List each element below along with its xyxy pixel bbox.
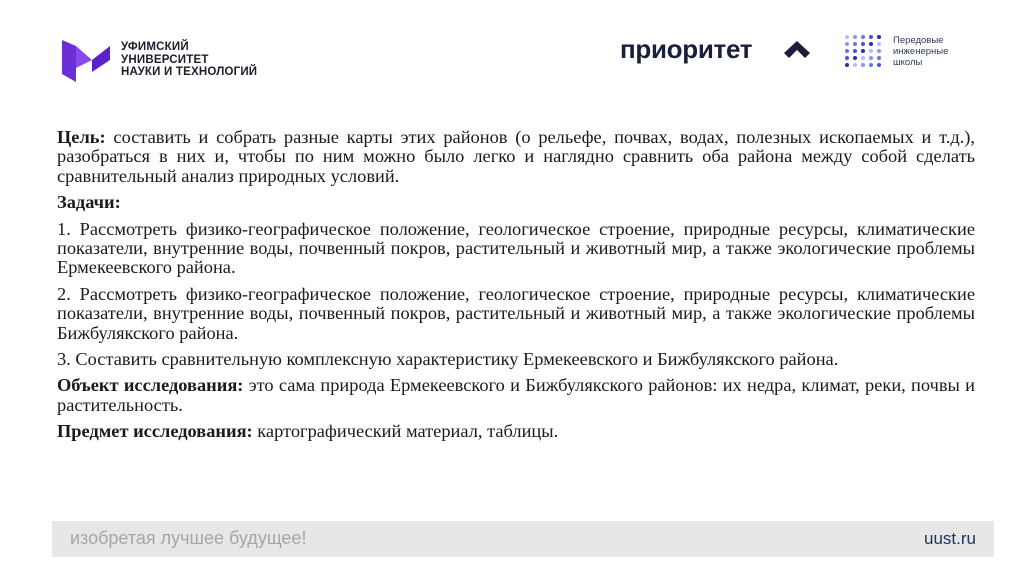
dot-grid-dot xyxy=(853,49,857,53)
dot-grid-dot xyxy=(845,63,849,67)
object-paragraph xyxy=(57,376,975,415)
priority-logo-text: приоритет xyxy=(620,34,753,64)
dot-grid-dot xyxy=(853,56,857,60)
subject-text: картографический материал, таблицы. xyxy=(252,421,559,442)
object-label: Объект исследования: xyxy=(57,375,244,396)
goal-paragraph xyxy=(57,128,975,186)
uust-logo-icon xyxy=(62,38,110,82)
goal-text: составить и собрать разные карты этих районов (о рельефе, почвах, водах, полезных ископаемых и т.д.), разобраться в них и, чтобы по ним можно было легко и наглядно сравнить оба района между собой сделать сравнительный анализ природных условий. xyxy=(57,127,975,186)
footer-slogan: изобретая лучшее будущее! xyxy=(70,528,307,548)
dot-grid-dot xyxy=(861,56,865,60)
university-name xyxy=(121,41,257,79)
university-name-line: УФИМСКИЙ xyxy=(121,41,189,53)
dot-grid-dot xyxy=(869,56,873,60)
dot-grid-dot xyxy=(877,42,881,46)
dot-grid-dot xyxy=(877,63,881,67)
pis-line: школы xyxy=(893,57,923,68)
dot-grid-dot xyxy=(861,49,865,53)
dot-grid-dot xyxy=(845,56,849,60)
priority-roof-icon xyxy=(784,41,810,59)
pis-line: инженерные xyxy=(893,46,949,57)
task-item: 2. Рассмотреть физико-географическое положение, геологическое строение, природные ресурсы, климатические показатели, внутренние воды, почвенный покров, растительный и животный мир, а также экологические проблемы Бижбулякского района. xyxy=(57,283,975,343)
pis-line: Передовые xyxy=(893,35,944,46)
dot-grid-dot xyxy=(853,42,857,46)
university-name-line: НАУКИ И ТЕХНОЛОГИЙ xyxy=(121,66,258,78)
footer-site-link[interactable]: uust.ru xyxy=(924,529,976,548)
dot-grid-dot xyxy=(853,63,857,67)
dot-grid-icon xyxy=(843,33,883,69)
dot-grid-dot xyxy=(869,35,873,39)
pis-logo-text xyxy=(893,35,948,68)
dot-grid-dot xyxy=(877,49,881,53)
dot-grid-dot xyxy=(869,49,873,53)
tasks-title: Задачи: xyxy=(57,192,121,213)
object-text: это сама природа Ермекеевского и Бижбулякского районов: их недра, климат, реки, почвы и растительность. xyxy=(57,375,976,415)
dot-grid-dot xyxy=(861,35,865,39)
dot-grid-dot xyxy=(861,42,865,46)
dot-grid-dot xyxy=(853,35,857,39)
footer-bar xyxy=(52,521,994,557)
goal-label: Цель: xyxy=(57,127,106,147)
dot-grid-dot xyxy=(877,35,881,39)
dot-grid-dot xyxy=(845,49,849,53)
slide-body xyxy=(57,128,975,449)
dot-grid-dot xyxy=(845,35,849,39)
subject-paragraph xyxy=(57,422,975,441)
task-item: 3. Составить сравнительную комплексную характеристику Ермекеевского и Бижбулякского района. xyxy=(57,349,839,370)
subject-label: Предмет исследования: xyxy=(57,421,253,442)
dot-grid-dot xyxy=(877,56,881,60)
dot-grid-dot xyxy=(869,42,873,46)
dot-grid-dot xyxy=(861,63,865,67)
dot-grid-dot xyxy=(869,63,873,67)
university-name-line: УНИВЕРСИТЕТ xyxy=(121,53,209,66)
task-item: 1. Рассмотреть физико-географическое положение, геологическое строение, природные ресурсы, климатические показатели, внутренние воды, почвенный покров, растительный и животный мир, а также экологические проблемы Ермекеевского района. xyxy=(57,218,975,278)
dot-grid-dot xyxy=(845,42,849,46)
tasks-heading xyxy=(57,193,975,212)
